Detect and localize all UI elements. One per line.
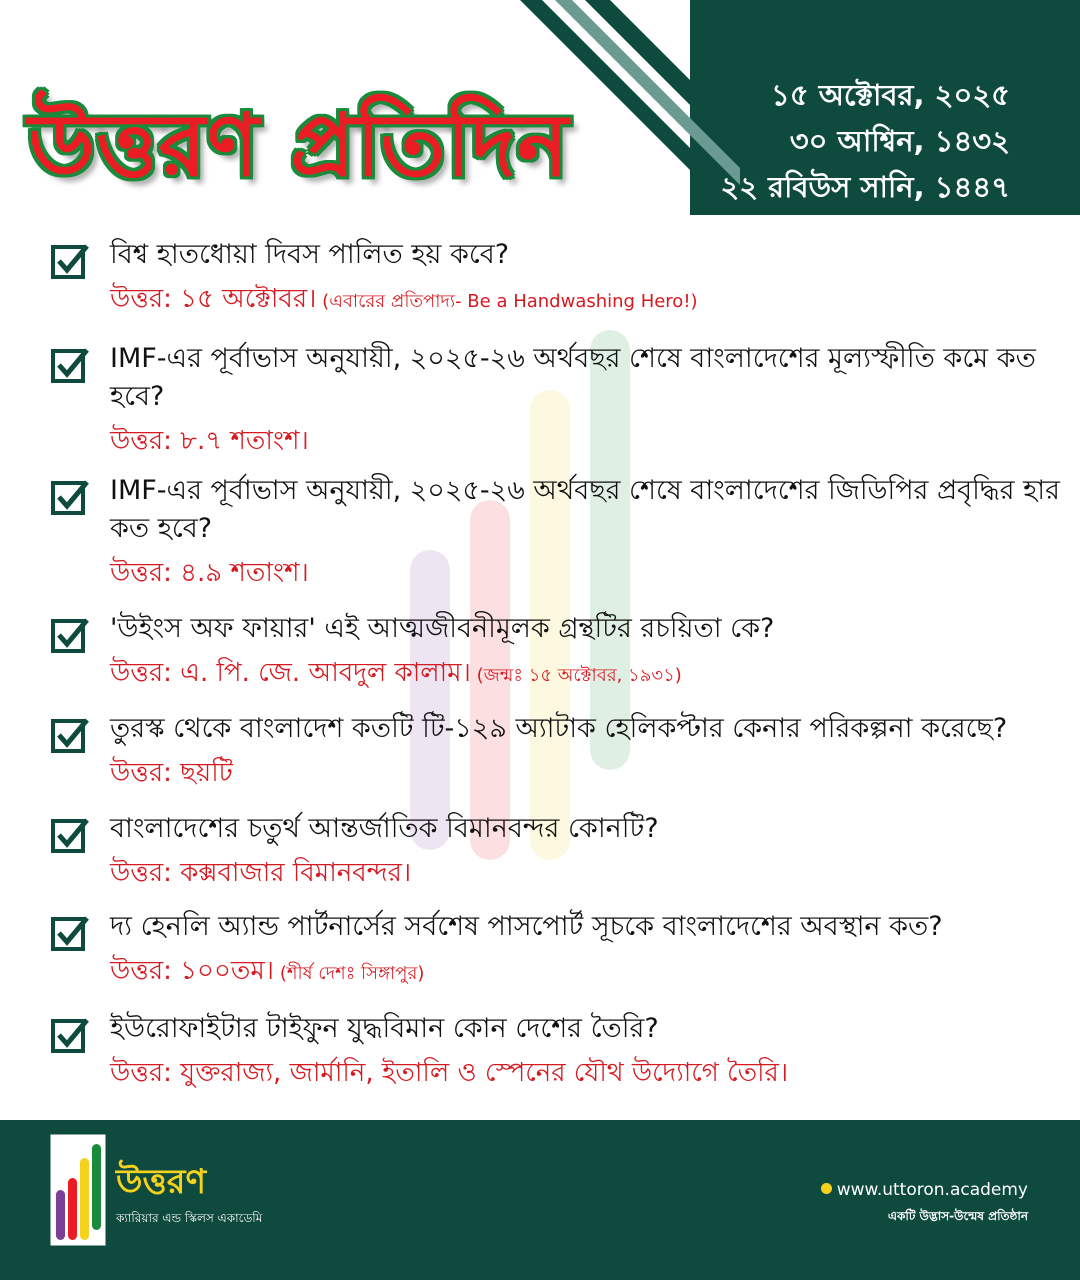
answer-main: উত্তর: কক্সবাজার বিমানবন্দর। — [110, 858, 412, 888]
answer-text — [110, 282, 1060, 319]
date-gregorian: ১৫ অক্টোবর, ২০২৫ — [771, 78, 1010, 112]
checkbox-icon — [50, 242, 90, 282]
page-title: উত্তরণ প্রতিদিন — [28, 96, 570, 196]
question-text: দ্য হেনলি অ্যান্ড পার্টনার্সের সর্বশেষ পাসপোর্ট সূচকে বাংলাদেশের অবস্থান কত? — [110, 911, 943, 942]
date-hijri: ২২ রবিউস সানি, ১৪৪৭ — [720, 170, 1010, 204]
checkbox-icon — [50, 616, 90, 656]
qa-item-8 — [50, 1010, 1060, 1093]
date-bangla: ৩০ আশ্বিন, ১৪৩২ — [789, 124, 1010, 158]
qa-item-1 — [50, 236, 1060, 319]
date-block — [720, 72, 1010, 210]
question-text: ইউরোফাইটার টাইফুন যুদ্ধবিমান কোন দেশের তৈরি? — [110, 1013, 659, 1044]
question-text: বাংলাদেশের চতুর্থ আন্তর্জাতিক বিমানবন্দর কোনটি? — [110, 813, 659, 844]
answer-main: উত্তর: ১৫ অক্টোবর। — [110, 284, 317, 314]
question-text: IMF-এর পূর্বাভাস অনুযায়ী, ২০২৫-২৬ অর্থবছর শেষে বাংলাদেশের জিডিপির প্রবৃদ্ধির হার কত হবে? — [110, 475, 1060, 544]
qa-item-4 — [50, 610, 1060, 693]
answer-text — [110, 856, 1060, 893]
answer-note: (জন্মঃ ১৫ অক্টোবর, ১৯৩১) — [470, 665, 682, 686]
answer-main: উত্তর: ৮.৭ শতাংশ। — [110, 426, 309, 456]
checkbox-icon — [50, 816, 90, 856]
globe-icon — [821, 1183, 832, 1194]
checkbox-icon — [50, 478, 90, 518]
checkbox-icon — [50, 716, 90, 756]
answer-text — [110, 756, 1060, 793]
brand-tagline: ক্যারিয়ার এন্ড স্কিলস একাডেমি — [116, 1211, 263, 1225]
brand-logo-icon — [50, 1134, 106, 1246]
answer-text — [110, 1056, 1060, 1093]
qa-item-5 — [50, 710, 1060, 793]
brand-name: উত্তরণ — [116, 1162, 207, 1202]
answer-main: উত্তর: ৪.৯ শতাংশ। — [110, 558, 309, 588]
answer-text — [110, 424, 1060, 461]
answer-text — [110, 556, 1060, 593]
website[interactable] — [821, 1180, 1028, 1200]
website-link[interactable]: www.uttoron.academy — [836, 1180, 1028, 1200]
answer-main: উত্তর: ১০০তম। — [110, 956, 275, 986]
qa-item-6 — [50, 810, 1060, 893]
qa-item-2 — [50, 340, 1060, 461]
answer-note: (এবারের প্রতিপাদ্য- Be a Handwashing Hero!) — [316, 291, 698, 312]
answer-main: উত্তর: ছয়টি — [110, 758, 233, 788]
answer-main: উত্তর: এ. পি. জে. আবদুল কালাম। — [110, 658, 471, 688]
answer-main: উত্তর: যুক্তরাজ্য, জার্মানি, ইতালি ও স্পেনের যৌথ উদ্যোগে তৈরি। — [110, 1058, 789, 1088]
checkbox-icon — [50, 346, 90, 386]
qa-item-3 — [50, 472, 1060, 593]
answer-text — [110, 656, 1060, 693]
answer-note: (শীর্ষ দেশঃ সিঙ্গাপুর) — [274, 963, 425, 984]
question-text: IMF-এর পূর্বাভাস অনুযায়ী, ২০২৫-২৬ অর্থবছর শেষে বাংলাদেশের মূল্যস্ফীতি কমে কত হবে? — [110, 343, 1036, 412]
question-text: তুরস্ক থেকে বাংলাদেশ কতটি টি-১২৯ অ্যাটাক হেলিকপ্টার কেনার পরিকল্পনা করেছে? — [110, 713, 1008, 744]
checkbox-icon — [50, 914, 90, 954]
question-text: বিশ্ব হাতধোয়া দিবস পালিত হয় কবে? — [110, 239, 510, 270]
sister-org: একটি উদ্ভাস-উন্মেষ প্রতিষ্ঠান — [887, 1209, 1028, 1223]
checkbox-icon — [50, 1016, 90, 1056]
qa-item-7 — [50, 908, 1060, 991]
footer — [0, 1120, 1080, 1280]
question-text: 'উইংস অফ ফায়ার' এই আত্মজীবনীমূলক গ্রন্থটির রচয়িতা কে? — [110, 613, 775, 644]
answer-text — [110, 954, 1060, 991]
